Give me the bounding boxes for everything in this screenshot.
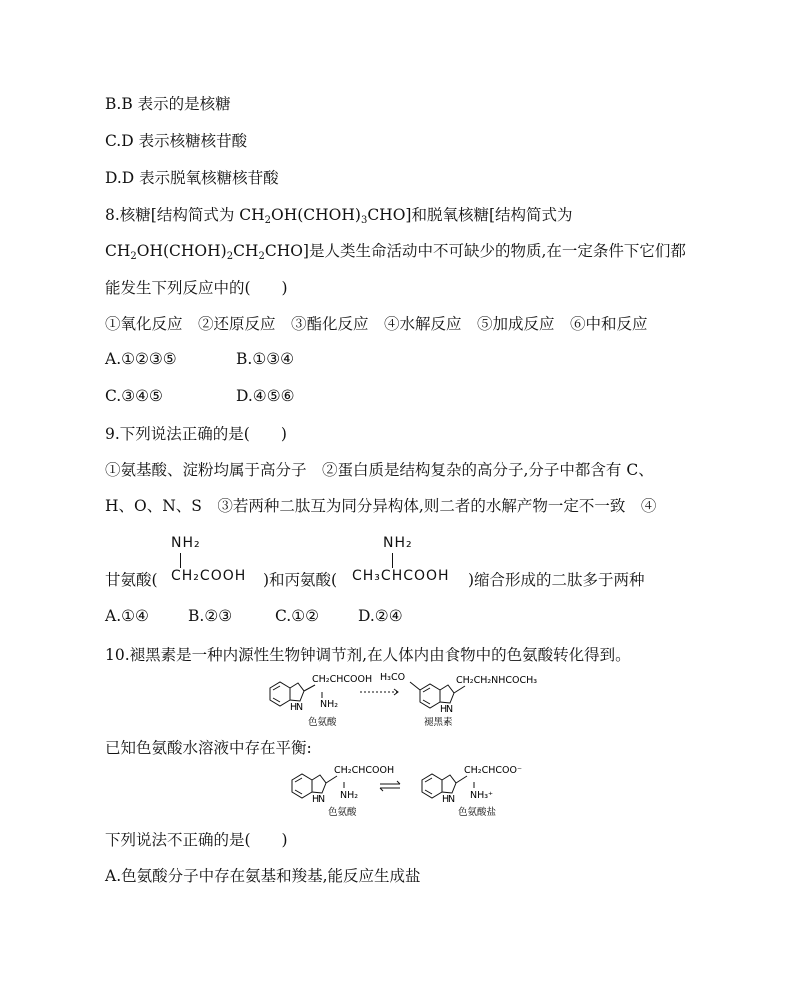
- glycine-formula: CH₂COOH: [171, 568, 247, 584]
- q9-line-2: ①氨基酸、淀粉均属于高分子 ②蛋白质是结构复杂的高分子,分子中都含有 C、: [105, 461, 654, 479]
- q9-line-4c: )缩合形成的二肽多于两种: [468, 571, 645, 589]
- alanine-bond: [392, 553, 393, 568]
- eq-salt-n: N: [448, 794, 456, 805]
- trp-h: H: [290, 702, 298, 713]
- mel-h: H: [440, 704, 448, 715]
- mel-chain: CH₂CH₂NHCOCH₃: [456, 675, 538, 686]
- tryptophan-to-melatonin-scheme: [260, 670, 540, 728]
- q9-line-4: 甘氨酸(: [105, 571, 158, 589]
- alanine-nh2: NH₂: [383, 535, 413, 551]
- option-d: D.D 表示脱氧核糖核苷酸: [105, 169, 279, 187]
- q8-reactions: ①氧化反应 ②还原反应 ③酯化反应 ④水解反应 ⑤加成反应 ⑥中和反应: [105, 315, 648, 333]
- q10-line-3: 下列说法不正确的是( ): [105, 831, 288, 849]
- q9-line-3: H、O、N、S ③若两种二肽互为同分异构体,则二者的水解产物一定不一致 ④: [105, 497, 657, 515]
- q8-line-2: $CH_2OH(CHOH)_2CH_2CHO$]是人类生命活动中不可缺少的物质,在一定条件下它们都: [105, 242, 686, 262]
- eq-salt-nh3: NH₃⁺: [470, 790, 494, 801]
- tryptophan-equilibrium-scheme: [282, 760, 542, 818]
- trp-chain: CH₂CHCOOH: [312, 674, 373, 685]
- mel-name: 褪黑素: [424, 717, 453, 728]
- eq-salt-chain: CH₂CHCOO⁻: [464, 765, 522, 776]
- glycine-nh2: NH₂: [171, 535, 201, 551]
- eq-salt-h: H: [442, 794, 450, 805]
- eq-trp-name: 色氨酸: [328, 807, 357, 818]
- q8-option-b[interactable]: B.①③④: [236, 350, 295, 368]
- q8-line-1: 8.核糖[结构简式为 $CH_2OH(CHOH)_3CHO$]和脱氧核糖[结构简式为: [105, 206, 573, 226]
- q9-option-c[interactable]: C.①②: [275, 607, 320, 625]
- q9-line-1: 9.下列说法正确的是( ): [105, 425, 287, 443]
- option-b: B.B 表示的是核糖: [105, 95, 231, 113]
- q8-line-3: 能发生下列反应中的( ): [105, 279, 288, 297]
- mel-n: N: [446, 704, 454, 715]
- q8-option-a[interactable]: A.①②③⑤: [105, 350, 177, 368]
- option-c: C.D 表示核糖核苷酸: [105, 132, 248, 150]
- trp-n: N: [296, 702, 304, 713]
- eq-trp-h: H: [312, 794, 320, 805]
- eq-trp-n: N: [318, 794, 326, 805]
- eq-trp-nh2: NH₂: [340, 790, 359, 801]
- q9-option-b[interactable]: B.②③: [188, 607, 233, 625]
- eq-salt-name: 色氨酸盐: [458, 807, 497, 818]
- trp-nh2: NH₂: [320, 699, 339, 710]
- trp-name: 色氨酸: [308, 717, 337, 728]
- mel-h3co: H₃CO: [380, 672, 406, 683]
- q9-option-a[interactable]: A.①④: [105, 607, 149, 625]
- q8-option-d[interactable]: D.④⑤⑥: [236, 387, 295, 405]
- q9-option-d[interactable]: D.②④: [358, 607, 403, 625]
- alanine-formula: CH₃CHCOOH: [352, 568, 450, 584]
- q9-line-4b: )和丙氨酸(: [263, 571, 338, 589]
- q10-line-1: 10.褪黑素是一种内源性生物钟调节剂,在人体内由食物中的色氨酸转化得到。: [105, 646, 631, 664]
- q10-line-2: 已知色氨酸水溶液中存在平衡:: [105, 739, 312, 757]
- q10-option-a[interactable]: A.色氨酸分子中存在氨基和羧基,能反应生成盐: [105, 867, 421, 885]
- glycine-bond: [180, 553, 181, 568]
- q8-option-c[interactable]: C.③④⑤: [105, 387, 163, 405]
- eq-trp-chain: CH₂CHCOOH: [334, 765, 395, 776]
